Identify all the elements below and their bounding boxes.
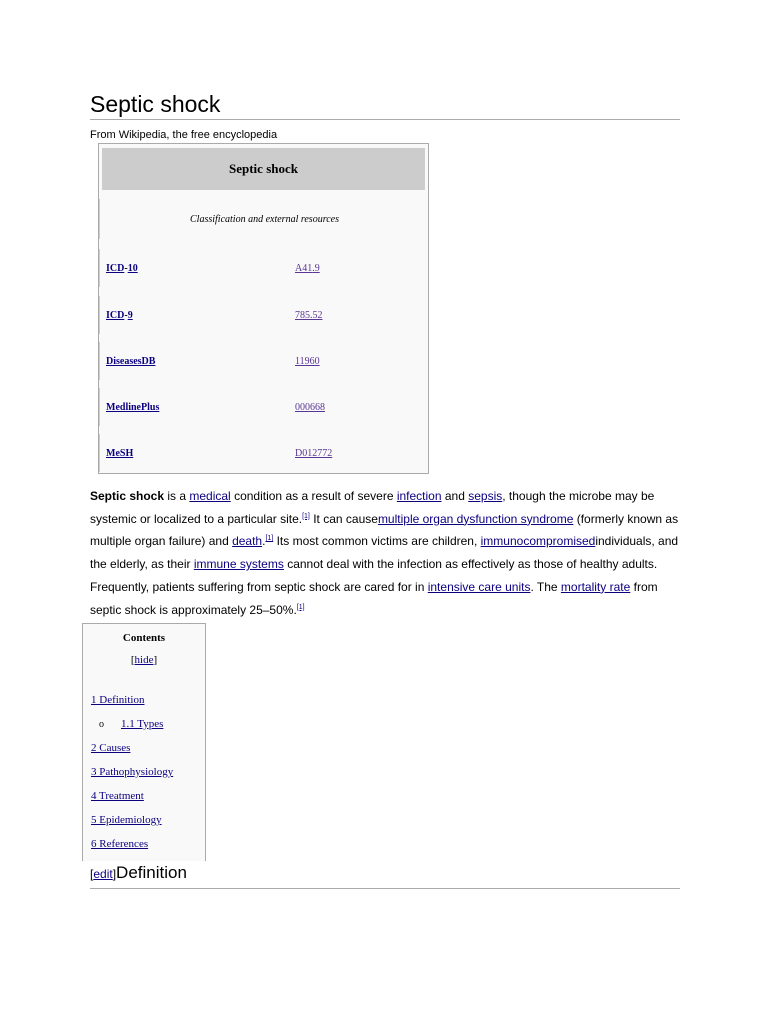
infobox-value [295, 263, 320, 274]
icd9-code-link[interactable]: 785.52 [295, 309, 323, 321]
icd-link[interactable]: ICD [106, 309, 125, 321]
infobox-label [106, 402, 159, 413]
edit-section: [edit] [90, 867, 117, 881]
infobox-value [295, 402, 325, 413]
intro-paragraph: Septic shock is a medical condition as a result of severe infection and sepsis, though the microbe may be systemic or localized to a particular site.[1] It can causemultiple organ dysfunction syndrome (formerly known as multiple organ failure) and death.[1] Its most common victims are children, immunocompromisedindividuals, and the elderly, as their immune systems cannot deal with the infection as effectively as those of healthy adults. Frequently, patients suffering from septic shock are cared for in intensive care units. The mortality rate from septic shock is approximately 25–50%.[1] [90, 489, 679, 617]
infobox-label [106, 356, 155, 367]
toc-item-causes[interactable]: 2 Causes [91, 742, 131, 754]
link-icu[interactable]: intensive care units [427, 579, 531, 594]
infobox-title: Septic shock [102, 148, 425, 190]
bullet-icon: o [99, 719, 104, 730]
mesh-link[interactable]: MeSH [106, 447, 134, 459]
infobox-row-diseasesdb [99, 342, 429, 380]
infobox [98, 143, 429, 474]
bold-term: Septic shock [90, 489, 165, 503]
link-mods[interactable]: multiple organ dysfunction syndrome [377, 511, 574, 526]
tagline: From Wikipedia, the free encyclopedia [90, 129, 278, 141]
table-of-contents [82, 623, 206, 861]
icd10-subcode-link[interactable]: .9 [312, 262, 320, 274]
link-mortality-rate[interactable]: mortality rate [560, 579, 631, 594]
toc-item-pathophysiology[interactable]: 3 Pathophysiology [91, 766, 174, 778]
toc-item-references[interactable]: 6 References [91, 838, 149, 850]
reference-link[interactable]: [1] [265, 535, 274, 543]
toc-item-types-link[interactable]: 1.1 Types [121, 718, 164, 730]
infobox-label: ICD-10 [106, 262, 138, 274]
infobox-label [106, 448, 133, 459]
icd10-link[interactable]: 10 [127, 262, 138, 274]
link-immunocompromised[interactable]: immunocompromised [480, 534, 596, 549]
toc-item-epidemiology[interactable]: 5 Epidemiology [91, 814, 162, 826]
toc-title: Contents [122, 632, 166, 644]
toc-item-definition[interactable]: 1 Definition [91, 694, 145, 706]
section-heading-definition [90, 862, 680, 889]
link-death[interactable]: death [232, 534, 263, 549]
diseasesdb-code-link[interactable]: 11960 [295, 355, 320, 367]
toc-hide-toggle: [hide] [130, 654, 158, 666]
infobox-value [295, 310, 323, 321]
infobox-label: ICD-9 [106, 309, 133, 321]
infobox-row-medlineplus [99, 388, 429, 426]
toc-item-types [99, 718, 163, 730]
infobox-value [295, 448, 332, 459]
edit-link[interactable]: edit [93, 867, 113, 881]
icd-link[interactable]: ICD [106, 262, 125, 274]
infobox-row-icd10 [99, 249, 429, 287]
reference-link[interactable]: [1] [296, 603, 305, 611]
medlineplus-code-link[interactable]: 000668 [295, 401, 325, 413]
section-title: Definition [116, 863, 187, 882]
diseasesdb-link[interactable]: DiseasesDB [106, 355, 156, 367]
infobox-subtitle: Classification and external resources [99, 199, 429, 239]
page-title: Septic shock [90, 90, 680, 120]
infobox-row-mesh [99, 434, 429, 472]
medlineplus-link[interactable]: MedlinePlus [106, 401, 160, 413]
link-medical[interactable]: medical [189, 489, 231, 503]
link-infection[interactable]: infection [396, 489, 442, 503]
toc-hide-link[interactable]: hide [134, 654, 154, 666]
icd9-link[interactable]: 9 [127, 309, 133, 321]
link-sepsis[interactable]: sepsis [468, 489, 503, 503]
link-immune-systems[interactable]: immune systems [193, 557, 284, 572]
infobox-value [295, 356, 320, 367]
icd10-code-link[interactable]: A41 [295, 262, 313, 274]
infobox-row-icd9 [99, 296, 429, 334]
mesh-code-link[interactable]: D012772 [295, 447, 333, 459]
toc-item-treatment[interactable]: 4 Treatment [91, 790, 144, 802]
reference-link[interactable]: [1] [302, 512, 310, 520]
